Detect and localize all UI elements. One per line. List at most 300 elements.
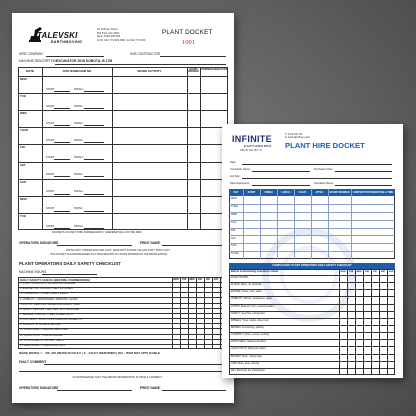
docket-number: 1001: [182, 39, 195, 46]
start-time-line[interactable]: [54, 211, 70, 212]
checklist-cell[interactable]: [382, 298, 385, 301]
checklist-cell[interactable]: [342, 341, 345, 344]
checklist-cell[interactable]: [174, 335, 177, 338]
checklist-cell[interactable]: [198, 329, 201, 332]
start-time-line[interactable]: [54, 142, 70, 143]
checklist-cell[interactable]: [366, 334, 369, 337]
checklist-cell[interactable]: [198, 288, 201, 291]
checklist-cell[interactable]: [174, 340, 177, 343]
checklist-item: SAFETY: Seat belt, extinguisher: [231, 311, 266, 315]
checklist-cell[interactable]: [214, 288, 217, 291]
checklist-item: VISIBILITY: Mirrors, windscreen, glass: [231, 297, 272, 301]
checklist-cell[interactable]: [382, 277, 385, 280]
contact-line: P: 0413 000 111: [285, 133, 303, 136]
checklist-cell[interactable]: [366, 327, 369, 330]
checklist-cell[interactable]: [366, 284, 369, 287]
day-label: SAT: [20, 162, 26, 167]
start-label: START: [46, 207, 55, 211]
start-time-line[interactable]: [54, 91, 70, 92]
checklist-col-divider: [355, 269, 356, 375]
checklist-cell[interactable]: [182, 324, 185, 327]
table-row-divider: [18, 196, 228, 197]
checklist-cell[interactable]: [190, 329, 193, 332]
start-time-line[interactable]: [54, 194, 70, 195]
hire-col-divider: [260, 189, 261, 259]
checklist-cell[interactable]: [390, 305, 393, 308]
finish-time-line[interactable]: [84, 108, 104, 109]
checklist-cell[interactable]: [366, 355, 369, 358]
col-work-activity: WORK ACTIVITY: [137, 69, 162, 73]
checklist-header: DAILY SAFETY CHECK (BEFORE COMMENCING): [20, 277, 91, 282]
checklist-cell[interactable]: [190, 288, 193, 291]
checklist-cell[interactable]: [390, 355, 393, 358]
checklist-cell[interactable]: [382, 313, 385, 316]
checklist-cell[interactable]: [382, 320, 385, 323]
checklist-cell[interactable]: [174, 314, 177, 317]
checklist-cell[interactable]: [182, 340, 185, 343]
address-line: ACN: 622 773 909 ABN: 22 622 773 909: [97, 38, 146, 42]
checklist-cell[interactable]: [342, 284, 345, 287]
checklist-cell[interactable]: [382, 291, 385, 294]
checklist-cell[interactable]: [358, 320, 361, 323]
day-label: TUE: [20, 213, 26, 218]
checklist-cell[interactable]: [358, 291, 361, 294]
checklist-cell[interactable]: [374, 327, 377, 330]
checklist-item: 3. HYDRAULICS - HOSES, RAMS, LEAKS: [20, 292, 68, 296]
fault-comment-line[interactable]: [44, 364, 226, 365]
checklist-cell[interactable]: [198, 340, 201, 343]
checklist-cell[interactable]: [174, 304, 177, 307]
checklist-cell[interactable]: [374, 363, 377, 366]
finish-time-line[interactable]: [84, 176, 104, 177]
company-abn: ABN 81 192 480 747: [240, 149, 263, 152]
print-name-line-bottom[interactable]: [162, 390, 226, 391]
checklist-day: SAT: [380, 271, 386, 273]
checklist-cell[interactable]: [342, 320, 345, 323]
sub-contractor-label: SUB CONTRACTOR: [130, 52, 160, 56]
table-row-divider: [18, 127, 228, 128]
checklist-cell[interactable]: [350, 291, 353, 294]
checklist-cell[interactable]: [342, 313, 345, 316]
finish-label: FINISH: [74, 121, 83, 125]
checklist-cell[interactable]: [174, 324, 177, 327]
checklist-cell[interactable]: [190, 324, 193, 327]
start-label: START: [46, 190, 55, 194]
finish-label: FINISH: [74, 104, 83, 108]
checklist-cell[interactable]: [374, 320, 377, 323]
checklist-item: WORK AREA: Hazards identified: [231, 340, 266, 344]
mark-legend: MARK BOXES ✓ - OK, NO OBVIOUS FAULT | ✗ - FAULT IDENTIFIED | N/A - ITEM NOT APPLICABLE: [19, 351, 161, 355]
hire-column-header: ATTAC: [311, 189, 328, 196]
checklist-cell[interactable]: [382, 305, 385, 308]
checklist-cell[interactable]: [350, 355, 353, 358]
table-row-divider: [18, 93, 228, 94]
finish-time-line[interactable]: [84, 125, 104, 126]
hire-column-header: FLOAT: [294, 189, 311, 196]
sub-contractor-line[interactable]: [160, 56, 226, 57]
checklist-cell[interactable]: [390, 334, 393, 337]
checklist-cell[interactable]: [390, 320, 393, 323]
checklist-cell[interactable]: [374, 313, 377, 316]
checklist-cell[interactable]: [374, 284, 377, 287]
checklist-cell[interactable]: [366, 291, 369, 294]
checklist-item: FLUIDS: Water, oil, hydraulic: [231, 283, 262, 287]
table-row-divider: [18, 179, 228, 180]
finish-label: FINISH: [74, 87, 83, 91]
checklist-cell[interactable]: [390, 327, 393, 330]
checklist-cell[interactable]: [390, 291, 393, 294]
machine-hours-line[interactable]: [42, 274, 97, 275]
infinite-logo: [230, 130, 280, 156]
checklist-row-divider: [229, 275, 395, 276]
contact-line: E: admin@infinite.earth: [285, 136, 310, 140]
hire-column-header: FINISH: [260, 189, 277, 196]
checklist-cell[interactable]: [350, 327, 353, 330]
checklist-item: 13. ELECTRICAL - COMMUNICATIONS: [20, 343, 65, 347]
finish-time-line[interactable]: [84, 228, 104, 229]
checklist-cell[interactable]: [358, 348, 361, 351]
company-address: [97, 28, 145, 42]
checklist-cell[interactable]: [174, 319, 177, 322]
day-label: TUE: [20, 94, 26, 99]
checklist-title-bar: COMPULSORY PLANT OPERATORS DAILY SAFETY CHECKLIST: [229, 263, 395, 269]
checklist-cell[interactable]: [182, 309, 185, 312]
operators-name-label: Operators Name:: [314, 182, 334, 185]
checklist-cell[interactable]: [342, 348, 345, 351]
checklist-cell[interactable]: [206, 304, 209, 307]
checklist-item: 2. ENGINE - OIL, COOLANT, BELTS & HOSES: [20, 287, 73, 291]
purchase-order-line[interactable]: [335, 171, 392, 172]
checklist-item: 6. SAFETY DEVICES - SEAT BELT, EXTINGUISHER: [20, 307, 80, 311]
company-name: TALEVSKI: [37, 31, 78, 40]
finish-time-line[interactable]: [84, 194, 104, 195]
checklist-cell[interactable]: [214, 335, 217, 338]
checklist-cell[interactable]: [182, 329, 185, 332]
checklist-cell[interactable]: [214, 304, 217, 307]
address-line: Mill Park VIC 3082: [97, 31, 120, 35]
checklist-cell[interactable]: [206, 298, 209, 301]
checklist-cell[interactable]: [190, 314, 193, 317]
finish-label: FINISH: [74, 224, 83, 228]
hire-day-label: FRI: [231, 228, 236, 232]
table-row-divider: [18, 144, 228, 145]
day-label: THUR: [20, 128, 29, 133]
checklist-cell[interactable]: [198, 319, 201, 322]
hire-row-divider: [229, 243, 395, 244]
checklist-cell[interactable]: [190, 345, 193, 348]
operators-name-line[interactable]: [335, 185, 392, 186]
checklist-cell[interactable]: [190, 340, 193, 343]
checklist-item: CAB: Clean, seat, controls: [231, 361, 260, 365]
checklist-cell[interactable]: [182, 298, 185, 301]
hire-day-label: SAT: [231, 236, 236, 240]
checklist-cell[interactable]: [366, 341, 369, 344]
checklist-cell[interactable]: [390, 363, 393, 366]
checklist-cell[interactable]: [358, 334, 361, 337]
checklist-cell[interactable]: [198, 335, 201, 338]
job-site-line[interactable]: [242, 178, 392, 179]
checklist-cell[interactable]: [350, 341, 353, 344]
checklist-day: TUE: [348, 271, 354, 273]
checklist-cell[interactable]: [206, 309, 209, 312]
checklist-cell[interactable]: [350, 334, 353, 337]
start-label: START: [46, 224, 55, 228]
print-name-line[interactable]: [162, 245, 226, 246]
hire-company-line[interactable]: [46, 56, 104, 57]
date-line[interactable]: [242, 164, 392, 165]
checklist-cell[interactable]: [350, 305, 353, 308]
checklist-cell[interactable]: [390, 370, 393, 373]
table-col-divider: [187, 67, 188, 230]
checklist-item: QUICK HITCH: Safety pins fitted: [231, 347, 266, 351]
checklist-cell[interactable]: [206, 324, 209, 327]
checklist-cell[interactable]: [374, 334, 377, 337]
checklist-cell[interactable]: [358, 284, 361, 287]
checklist-cell[interactable]: [174, 283, 177, 286]
hire-col-divider: [294, 189, 295, 259]
checklist-cell[interactable]: [390, 277, 393, 280]
checklist-cell[interactable]: [382, 370, 385, 373]
checklist-cell[interactable]: [206, 283, 209, 286]
checklist-cell[interactable]: [350, 370, 353, 373]
checklist-cell[interactable]: [366, 277, 369, 280]
checklist-col-divider: [347, 269, 348, 375]
col-hours-worked: HOURS WORKED: [188, 68, 199, 73]
checklist-cell[interactable]: [214, 345, 217, 348]
col-date: DATE: [26, 69, 34, 73]
checklist-cell[interactable]: [374, 298, 377, 301]
start-time-line[interactable]: [54, 125, 70, 126]
checklist-cell[interactable]: [366, 348, 369, 351]
checklist-cell[interactable]: [198, 304, 201, 307]
checklist-cell[interactable]: [182, 293, 185, 296]
checklist-cell[interactable]: [350, 298, 353, 301]
address-line: 29 Pelham Street: [97, 28, 118, 31]
checklist-cell[interactable]: [358, 341, 361, 344]
checklist-cell[interactable]: [350, 320, 353, 323]
checklist-cell[interactable]: [342, 334, 345, 337]
checklist-cell[interactable]: [182, 319, 185, 322]
checklist-cell[interactable]: [358, 298, 361, 301]
checklist-cell[interactable]: [358, 313, 361, 316]
checklist-cell[interactable]: [342, 298, 345, 301]
hire-day-label: WED: [231, 212, 238, 216]
checklist-cell[interactable]: [182, 335, 185, 338]
checklist-cell[interactable]: [214, 329, 217, 332]
checklist-cell[interactable]: [366, 370, 369, 373]
finish-label: FINISH: [74, 173, 83, 177]
checklist-item: 1. PLANT CONDITION - NO OBVIOUS DAMAGE: [20, 282, 76, 286]
checklist-cell[interactable]: [358, 327, 361, 330]
checklist-cell[interactable]: [374, 291, 377, 294]
checklist-cell[interactable]: [374, 277, 377, 280]
machine-description-value: EXCAVATOR 2018 KUBOTA: B 17M: [56, 59, 113, 63]
checklist-col-divider: [371, 269, 372, 375]
checklist-cell[interactable]: [382, 341, 385, 344]
checklist-cell[interactable]: [190, 309, 193, 312]
finish-time-line[interactable]: [84, 159, 104, 160]
checklist-day: SAT: [213, 278, 219, 281]
checklist-cell[interactable]: [366, 298, 369, 301]
checklist-cell[interactable]: [182, 314, 185, 317]
checklist-cell[interactable]: [214, 283, 217, 286]
checklist-cell[interactable]: [214, 298, 217, 301]
plant-equipment-line[interactable]: [252, 185, 310, 186]
checklist-cell[interactable]: [350, 313, 353, 316]
hire-row-divider: [229, 251, 395, 252]
start-time-line[interactable]: [54, 228, 70, 229]
checklist-cell[interactable]: [366, 363, 369, 366]
checklist-item: ENGINE: Hoses, belts, leaks: [231, 290, 262, 294]
checklist-cell[interactable]: [342, 291, 345, 294]
hire-col-divider: [277, 189, 278, 259]
checklist-cell[interactable]: [198, 293, 201, 296]
checklist-cell[interactable]: [190, 319, 193, 322]
checklist-cell[interactable]: [198, 345, 201, 348]
checklist-cell[interactable]: [198, 298, 201, 301]
table-row-divider: [18, 213, 228, 214]
checklist-cell[interactable]: [206, 288, 209, 291]
hire-column-header: DAY: [229, 189, 243, 196]
checklist-cell[interactable]: [342, 370, 345, 373]
contractor-name-line[interactable]: [252, 171, 310, 172]
print-name-label: PRINT NAME: [140, 241, 160, 245]
checklist-cell[interactable]: [390, 341, 393, 344]
checklist-cell[interactable]: [342, 305, 345, 308]
checklist-cell[interactable]: [190, 283, 193, 286]
checklist-col-divider: [387, 269, 388, 375]
checklist-cell[interactable]: [190, 293, 193, 296]
checklist-cell[interactable]: [174, 309, 177, 312]
checklist-cell[interactable]: [350, 348, 353, 351]
checklist-cell[interactable]: [198, 309, 201, 312]
checklist-cell[interactable]: [198, 314, 201, 317]
machine-description-line: [55, 64, 226, 65]
table-header-divider: [18, 76, 228, 77]
hire-col-divider: [243, 189, 244, 259]
checklist-cell[interactable]: [182, 345, 185, 348]
checklist-cell[interactable]: [390, 298, 393, 301]
finish-time-line[interactable]: [84, 91, 104, 92]
fault-comment-line[interactable]: [19, 371, 226, 372]
checklist-cell[interactable]: [206, 335, 209, 338]
checklist-cell[interactable]: [350, 284, 353, 287]
checklist-cell[interactable]: [366, 305, 369, 308]
checklist-cell[interactable]: [382, 327, 385, 330]
checklist-cell[interactable]: [206, 345, 209, 348]
checklist-cell[interactable]: [182, 288, 185, 291]
checklist-cell[interactable]: [214, 309, 217, 312]
checklist-cell[interactable]: [366, 320, 369, 323]
checklist-cell[interactable]: [206, 293, 209, 296]
checklist-cell[interactable]: [390, 348, 393, 351]
checklist-cell[interactable]: [342, 355, 345, 358]
checklist-cell[interactable]: [206, 319, 209, 322]
checklist-item: WHEELS: Tyres, tracks, wheel nuts: [231, 318, 269, 322]
checklist-cell[interactable]: [342, 363, 345, 366]
hire-row-divider: [229, 212, 395, 213]
checklist-cell[interactable]: [214, 340, 217, 343]
hire-col-divider: [311, 189, 312, 259]
checklist-day: TUE: [181, 278, 187, 281]
checklist-cell[interactable]: [174, 329, 177, 332]
day-label: WED: [20, 111, 27, 116]
checklist-cell[interactable]: [206, 329, 209, 332]
checklist-cell[interactable]: [374, 305, 377, 308]
checklist-day: FRI: [206, 278, 210, 281]
checklist-cell[interactable]: [374, 348, 377, 351]
finish-time-line[interactable]: [84, 211, 104, 212]
checklist-cell[interactable]: [390, 313, 393, 316]
checklist-cell[interactable]: [382, 355, 385, 358]
checklist-cell[interactable]: [358, 370, 361, 373]
checklist-cell[interactable]: [214, 314, 217, 317]
operators-signature-line-bottom[interactable]: [57, 390, 132, 391]
checklist-cell[interactable]: [190, 298, 193, 301]
checklist-item: KEY: Electrical, fire extinguisher: [231, 368, 265, 372]
checklist-cell[interactable]: [214, 324, 217, 327]
checklist-cell[interactable]: [390, 284, 393, 287]
checklist-cell[interactable]: [374, 370, 377, 373]
checklist-cell[interactable]: [174, 345, 177, 348]
checklist-cell[interactable]: [382, 334, 385, 337]
col-foreman-signature: FOREMAN SIGNATURE: [200, 68, 228, 71]
checklist-cell[interactable]: [366, 313, 369, 316]
operators-signature-line[interactable]: [57, 245, 132, 246]
checklist-cell[interactable]: [174, 293, 177, 296]
checklist-cell[interactable]: [198, 283, 201, 286]
checklist-cell[interactable]: [374, 341, 377, 344]
start-time-line[interactable]: [54, 159, 70, 160]
start-time-line[interactable]: [54, 108, 70, 109]
checklist-cell[interactable]: [174, 288, 177, 291]
checklist-cell[interactable]: [358, 277, 361, 280]
checklist-cell[interactable]: [174, 298, 177, 301]
checklist-cell[interactable]: [382, 284, 385, 287]
checklist-cell[interactable]: [198, 324, 201, 327]
start-time-line[interactable]: [54, 176, 70, 177]
checklist-cell[interactable]: [358, 355, 361, 358]
finish-label: FINISH: [74, 156, 83, 160]
finish-label: FINISH: [74, 207, 83, 211]
checklist-cell[interactable]: [358, 305, 361, 308]
checklist-cell[interactable]: [214, 293, 217, 296]
checklist-cell[interactable]: [358, 363, 361, 366]
plant-hire-docket-sheet: [222, 124, 403, 378]
checklist-cell[interactable]: [350, 277, 353, 280]
job-site-label: Job Site:: [230, 175, 241, 178]
checklist-cell[interactable]: [382, 348, 385, 351]
finish-time-line[interactable]: [84, 142, 104, 143]
checklist-cell[interactable]: [374, 355, 377, 358]
checklist-cell[interactable]: [182, 283, 185, 286]
checklist-cell[interactable]: [206, 314, 209, 317]
checklist-cell[interactable]: [190, 304, 193, 307]
checklist-cell[interactable]: [342, 327, 345, 330]
checklist-cell[interactable]: [182, 304, 185, 307]
hire-company-label: HIRE COMPANY: [19, 52, 44, 56]
checklist-cell[interactable]: [382, 363, 385, 366]
checklist-cell[interactable]: [190, 335, 193, 338]
checklist-cell[interactable]: [342, 277, 345, 280]
amended-note: DOCKETS FOUND TO BE SUBSEQUENTLY AMENDED WILL NOT BE PAID: [52, 231, 142, 234]
checklist-cell[interactable]: [350, 363, 353, 366]
checklist-cell[interactable]: [214, 319, 217, 322]
print-name-label-bottom: PRINT NAME: [140, 386, 160, 390]
hire-day-label: SUN: [231, 244, 237, 248]
checklist-cell[interactable]: [206, 340, 209, 343]
checklist-item: 8. CONTROLS - FUNCTION & OPERATE CORRECTLY: [20, 318, 83, 322]
